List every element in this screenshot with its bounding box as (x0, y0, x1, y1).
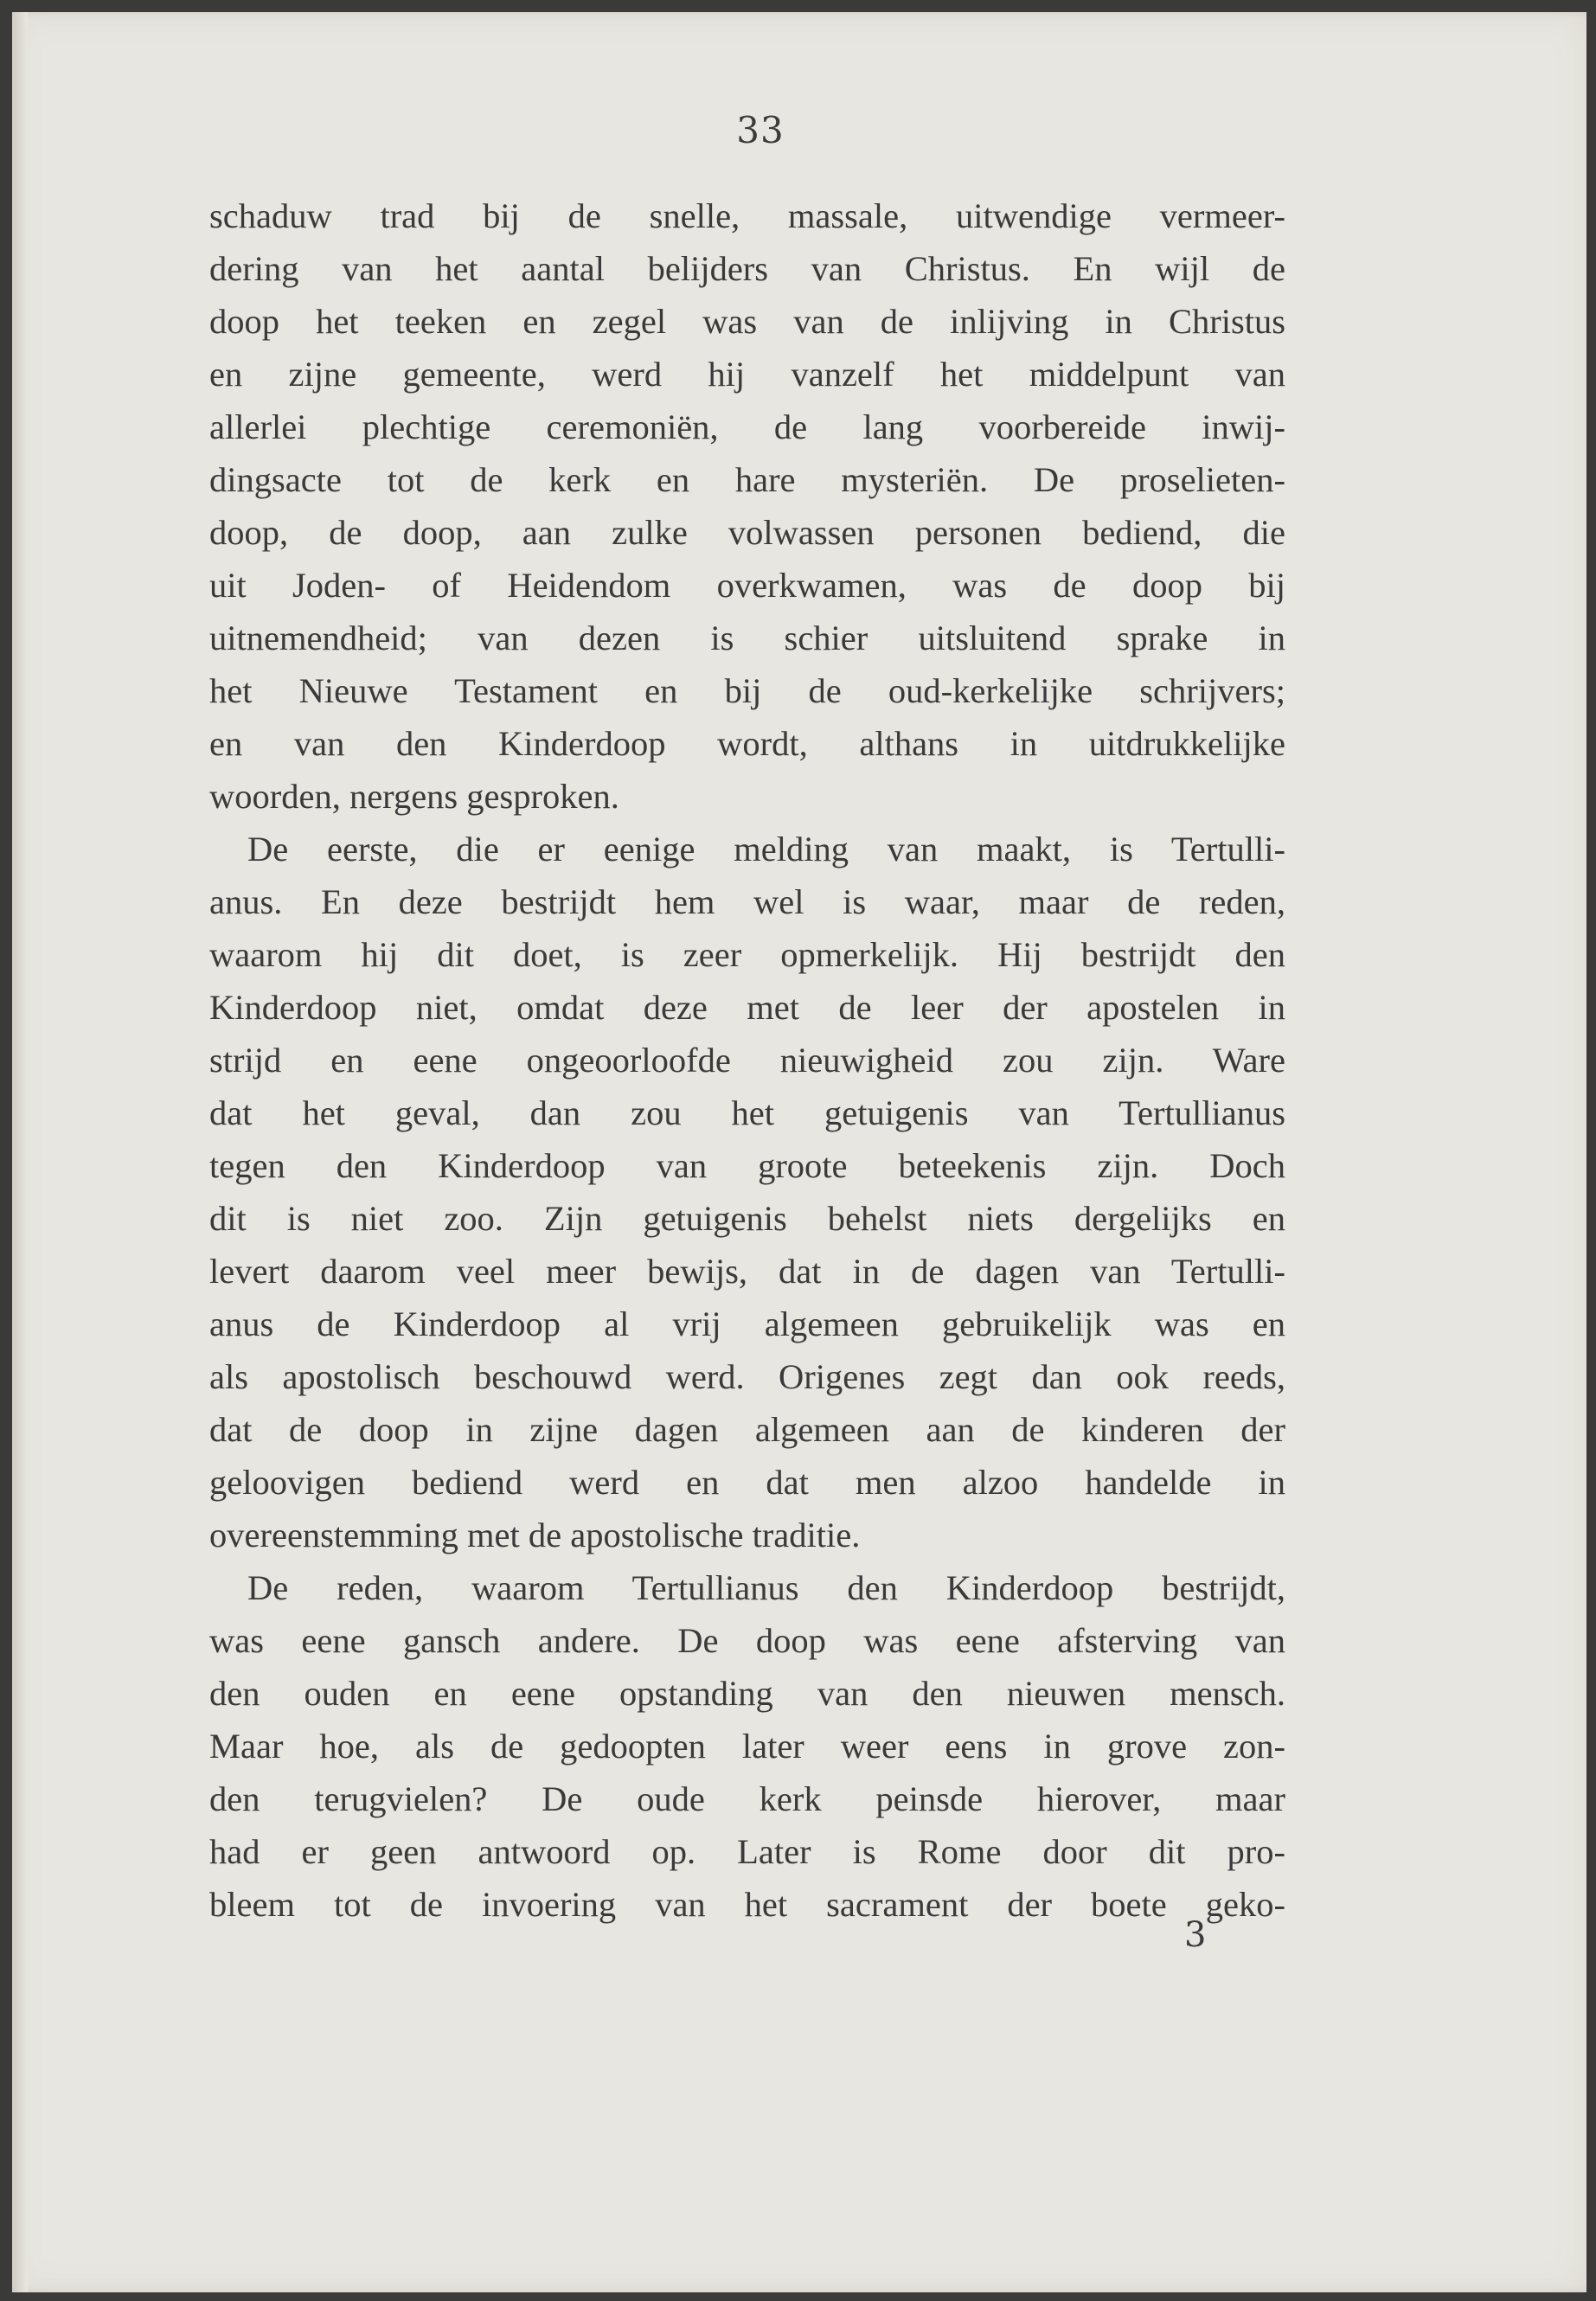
text-line: anus de Kinderdoop al vrij algemeen gebruikelijk was en (209, 1304, 1285, 1343)
text-line: geloovigen bediend werd en dat men alzoo handelde in (209, 1463, 1285, 1502)
body-text (209, 189, 1285, 1931)
text-line: allerlei plechtige ceremoniën, de lang voorbereide inwij- (209, 407, 1285, 446)
text-line: overeenstemming met de apostolische traditie. (209, 1516, 861, 1554)
text-line: uit Joden- of Heidendom overkwamen, was de doop bij (209, 566, 1285, 605)
text-line: Maar hoe, als de gedoopten later weer eens in grove zon- (209, 1727, 1285, 1766)
text-line: Kinderdoop niet, omdat deze met de leer der apostelen in (209, 988, 1285, 1027)
page-binding-edge (12, 12, 28, 2292)
text-line: woorden, nergens gesproken. (209, 777, 619, 816)
text-line: schaduw trad bij de snelle, massale, uitwendige vermeer- (209, 196, 1285, 235)
text-line: doop het teeken en zegel was van de inlijving in Christus (209, 302, 1285, 341)
text-line: had er geen antwoord op. Later is Rome door dit pro- (209, 1832, 1285, 1871)
text-line: het Nieuwe Testament en bij de oud-kerkelijke schrijvers; (209, 671, 1285, 710)
text-line: als apostolisch beschouwd werd. Origenes zegt dan ook reeds, (209, 1357, 1285, 1396)
book-page (12, 12, 1586, 2292)
text-line: dat het geval, dan zou het getuigenis van Tertullianus (209, 1093, 1285, 1132)
text-line: was eene gansch andere. De doop was eene afsterving van (209, 1621, 1285, 1660)
text-line: waarom hij dit doet, is zeer opmerkelijk. Hij bestrijdt den (209, 935, 1285, 974)
text-line: en zijne gemeente, werd hij vanzelf het middelpunt van (209, 355, 1285, 394)
text-line: tegen den Kinderdoop van groote beteekenis zijn. Doch (209, 1146, 1285, 1185)
text-line: De reden, waarom Tertullianus den Kinderdoop bestrijdt, (247, 1568, 1285, 1607)
text-line: dit is niet zoo. Zijn getuigenis behelst niets dergelijks en (209, 1199, 1285, 1238)
text-line: levert daarom veel meer bewijs, dat in de dagen van Tertulli- (209, 1252, 1285, 1291)
text-line: uitnemendheid; van dezen is schier uitsluitend sprake in (209, 619, 1285, 657)
text-line: doop, de doop, aan zulke volwassen personen bediend, die (209, 513, 1285, 552)
text-line: en van den Kinderdoop wordt, althans in uitdrukkelijke (209, 724, 1285, 763)
text-line: den terugvielen? De oude kerk peinsde hierover, maar (209, 1779, 1285, 1818)
text-line: den ouden en eene opstanding van den nieuwen mensch. (209, 1674, 1285, 1713)
text-line: dingsacte tot de kerk en hare mysteriën. De proselieten- (209, 460, 1285, 499)
text-line: strijd en eene ongeoorloofde nieuwigheid zou zijn. Ware (209, 1041, 1285, 1080)
text-line: dat de doop in zijne dagen algemeen aan de kinderen der (209, 1410, 1285, 1449)
signature-mark: 3 (1184, 1915, 1207, 1955)
text-line: bleem tot de invoering van het sacrament der boete geko- (209, 1885, 1285, 1924)
text-line: dering van het aantal belijders van Christus. En wijl de (209, 249, 1285, 288)
page-number: 33 (736, 109, 785, 151)
text-line: anus. En deze bestrijdt hem wel is waar, maar de reden, (209, 882, 1285, 921)
text-line: De eerste, die er eenige melding van maakt, is Tertulli- (247, 830, 1285, 868)
